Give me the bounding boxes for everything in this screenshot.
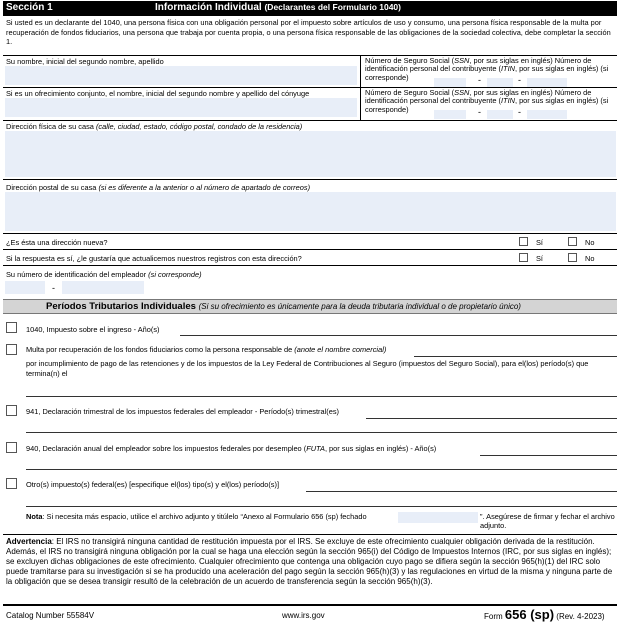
spouse-ssn-label-a: Número de Seguro Social ( <box>365 88 455 97</box>
name-label: Su nombre, inicial del segundo nombre, apellido <box>6 57 164 66</box>
trust-fund-hint: (anote el nombre comercial) <box>294 345 387 354</box>
spouse-itin-abbr: ITIN <box>501 96 515 106</box>
new-address-yes-label: Sí <box>536 238 543 247</box>
spouse-ssn-label-b: , por sus siglas en inglés) Número de identificación personal del contribuyente ( <box>365 88 592 106</box>
ssn-part-1[interactable] <box>434 78 466 87</box>
section-header <box>3 1 617 16</box>
form-1040-years-line[interactable] <box>180 335 617 336</box>
catalog-number: Catalog Number 55584V <box>6 611 95 620</box>
other-taxes-label: Otro(s) impuesto(s) federal(es) [especifique el(los) tipo(s) y el(los) período(s)] <box>26 480 280 489</box>
new-address-yes-checkbox[interactable] <box>519 237 528 246</box>
mailing-address-input[interactable] <box>5 192 616 231</box>
spouse-input[interactable] <box>5 98 357 117</box>
irs-url[interactable]: www.irs.gov <box>282 611 325 620</box>
ssn-label-a: Número de Seguro Social ( <box>365 56 455 65</box>
ein-dash: - <box>52 283 55 293</box>
spouse-ssn-dash-1: - <box>478 107 481 117</box>
trust-fund-periods-line[interactable] <box>26 396 617 397</box>
form-941-periods-line-2[interactable] <box>26 432 617 433</box>
new-address-no-checkbox[interactable] <box>568 237 577 246</box>
other-taxes-line[interactable] <box>306 491 617 492</box>
update-records-no-checkbox[interactable] <box>568 253 577 262</box>
mailing-address-label-text: Dirección postal de su casa <box>6 183 97 192</box>
tax-periods-header <box>3 299 617 314</box>
warning-text: : El IRS no transigirá ninguna cantidad de restitución impuesta por el IRS. Se excluye de este ofrecimiento cualquier obligación derivada de la restitución. Además, el IRS no transigirá ninguna obligación por la cual se haga una elección según la sección 965(i) del Código de Impuestos Internos (IRC, por sus siglas en inglés); se excluyen dichas obligaciones de este ofrecimiento. Cualquier ofrecimiento que contenga una obligación cuyo pago se difiera según la sección 965(h)(1) del IRC solo puede tramitarse para su investigación si se ha producido una aceleración del pago según la sección 965(h)(3) y las regulaciones en virtud de la misma y ninguna parte de la obligación que se desea transigir resultó de la celebración de un acuerdo de transferencia según la sección 965(h)(3). <box>6 537 613 586</box>
mailing-address-label <box>6 183 310 192</box>
other-taxes-checkbox[interactable] <box>6 478 17 489</box>
spouse-ssn-dash-2: - <box>518 107 521 117</box>
form-940-years-line-2[interactable] <box>26 469 617 470</box>
update-records-question: Si la respuesta es sí, ¿le gustaría que actualicemos nuestros registros con esta dirección? <box>6 254 302 263</box>
new-address-question: ¿Es ésta una dirección nueva? <box>6 238 108 247</box>
form-941-label: 941, Declaración trimestral de los impuestos federales del empleador - Período(s) trimestral(es) <box>26 407 339 416</box>
ssn-part-3[interactable] <box>527 78 567 87</box>
attachment-date-input[interactable] <box>398 512 478 523</box>
tax-periods-title <box>46 301 521 312</box>
note-text-b: ”. Asegúrese de firmar y fechar el archivo adjunto. <box>480 512 615 530</box>
ein-part-2[interactable] <box>62 281 144 294</box>
section-title-text: Información Individual <box>155 2 262 13</box>
form-940-label-b: , por sus siglas en inglés) - Año(s) <box>324 444 437 453</box>
warning-paragraph <box>6 537 617 587</box>
physical-address-label <box>6 122 302 131</box>
form-revision: (Rev. 4-2023) <box>556 612 605 621</box>
section-title <box>155 2 401 13</box>
trust-fund-description: por incumplimiento de pago de las retenciones y de los impuestos de la Ley Federal de Contribuciones al Seguro (impuestos del Seguro Social), para el(los) período(s) que termina(n) el <box>26 359 589 378</box>
section-subtitle: (Declarantes del Formulario 1040) <box>264 2 401 12</box>
ein-label <box>6 270 202 279</box>
ssn-label-b: , por sus siglas en inglés) Número de identificación personal del contribuyente ( <box>365 56 592 74</box>
form-label: Form <box>484 612 503 621</box>
ein-part-1[interactable] <box>5 281 45 294</box>
business-name-line[interactable] <box>414 356 617 357</box>
form-940-checkbox[interactable] <box>6 442 17 453</box>
ssn-dash-1: - <box>478 75 481 85</box>
update-records-no-label: No <box>585 254 595 263</box>
form-1040-checkbox[interactable] <box>6 322 17 333</box>
ein-hint: (si corresponde) <box>148 270 202 279</box>
tax-periods-subtitle: (Si su ofrecimiento es únicamente para la deuda tributaria individual o de propietario único) <box>198 302 521 311</box>
futa-abbr: FUTA <box>306 444 325 453</box>
mailing-address-hint: (si es diferente a la anterior o al número de apartado de correos) <box>98 183 311 192</box>
itin-abbr: ITIN <box>501 64 515 74</box>
spouse-ssn-part-1[interactable] <box>434 110 466 119</box>
name-input[interactable] <box>5 66 357 85</box>
spouse-ssn-part-3[interactable] <box>527 110 567 119</box>
warning-label: Advertencia <box>6 537 52 546</box>
other-taxes-line-2[interactable] <box>26 506 617 507</box>
ssn-part-2[interactable] <box>487 78 513 87</box>
trust-fund-label <box>26 345 386 354</box>
ssn-abbr: SSN <box>454 56 470 65</box>
ssn-dash-2: - <box>518 75 521 85</box>
note-label: Nota <box>26 512 43 521</box>
spouse-ssn-abbr: SSN <box>454 88 470 97</box>
form-940-label <box>26 444 436 453</box>
update-records-yes-checkbox[interactable] <box>519 253 528 262</box>
spouse-ssn-part-2[interactable] <box>487 110 513 119</box>
trust-fund-penalty-checkbox[interactable] <box>6 344 17 355</box>
form-1040-label: 1040, Impuesto sobre el ingreso - Año(s) <box>26 325 160 334</box>
form-id <box>484 607 605 622</box>
note-text-a: : Si necesita más espacio, utilice el archivo adjunto y titúlelo “Anexo al Formulario 656 (sp) fechado <box>42 512 367 521</box>
new-address-no-label: No <box>585 238 595 247</box>
spouse-ssn-label-c: , por sus siglas en inglés) (si corresponde) <box>365 96 609 114</box>
physical-address-label-text: Dirección física de su casa <box>6 122 94 131</box>
spouse-label: Si es un ofrecimiento conjunto, el nombre, inicial del segundo nombre y apellido del cónyuge <box>6 89 310 98</box>
ein-label-text: Su número de identificación del empleador <box>6 270 147 279</box>
form-941-checkbox[interactable] <box>6 405 17 416</box>
section-number: Sección 1 <box>6 2 53 13</box>
intro-text: Si usted es un declarante del 1040, una persona física con una obligación personal por el impuesto sobre artículos de uso y consumo, una persona física responsable de la multa por recuperación de fondos fiduciarios, una persona que trabaja por cuenta propia, o una persona física responsable de las obligaciones de la sociedad colectiva, debe completar la sección 1. <box>6 18 611 46</box>
trust-fund-label-text: Multa por recuperación de los fondos fiduciarios como la persona responsable de <box>26 345 293 354</box>
physical-address-hint: (calle, ciudad, estado, código postal, condado de la residencia) <box>95 122 303 131</box>
note-text <box>26 512 401 521</box>
tax-periods-title-text: Períodos Tributarios Individuales <box>46 301 196 312</box>
update-records-yes-label: Sí <box>536 254 543 263</box>
form-number: 656 (sp) <box>504 607 555 622</box>
ssn-label-c: , por sus siglas en inglés) (si corresponde) <box>365 64 609 82</box>
form-940-label-a: 940, Declaración anual del empleador sobre los impuestos federales por desempleo ( <box>26 444 307 453</box>
form-940-years-line[interactable] <box>480 455 617 456</box>
physical-address-input[interactable] <box>5 131 616 177</box>
form-941-periods-line[interactable] <box>366 418 617 419</box>
